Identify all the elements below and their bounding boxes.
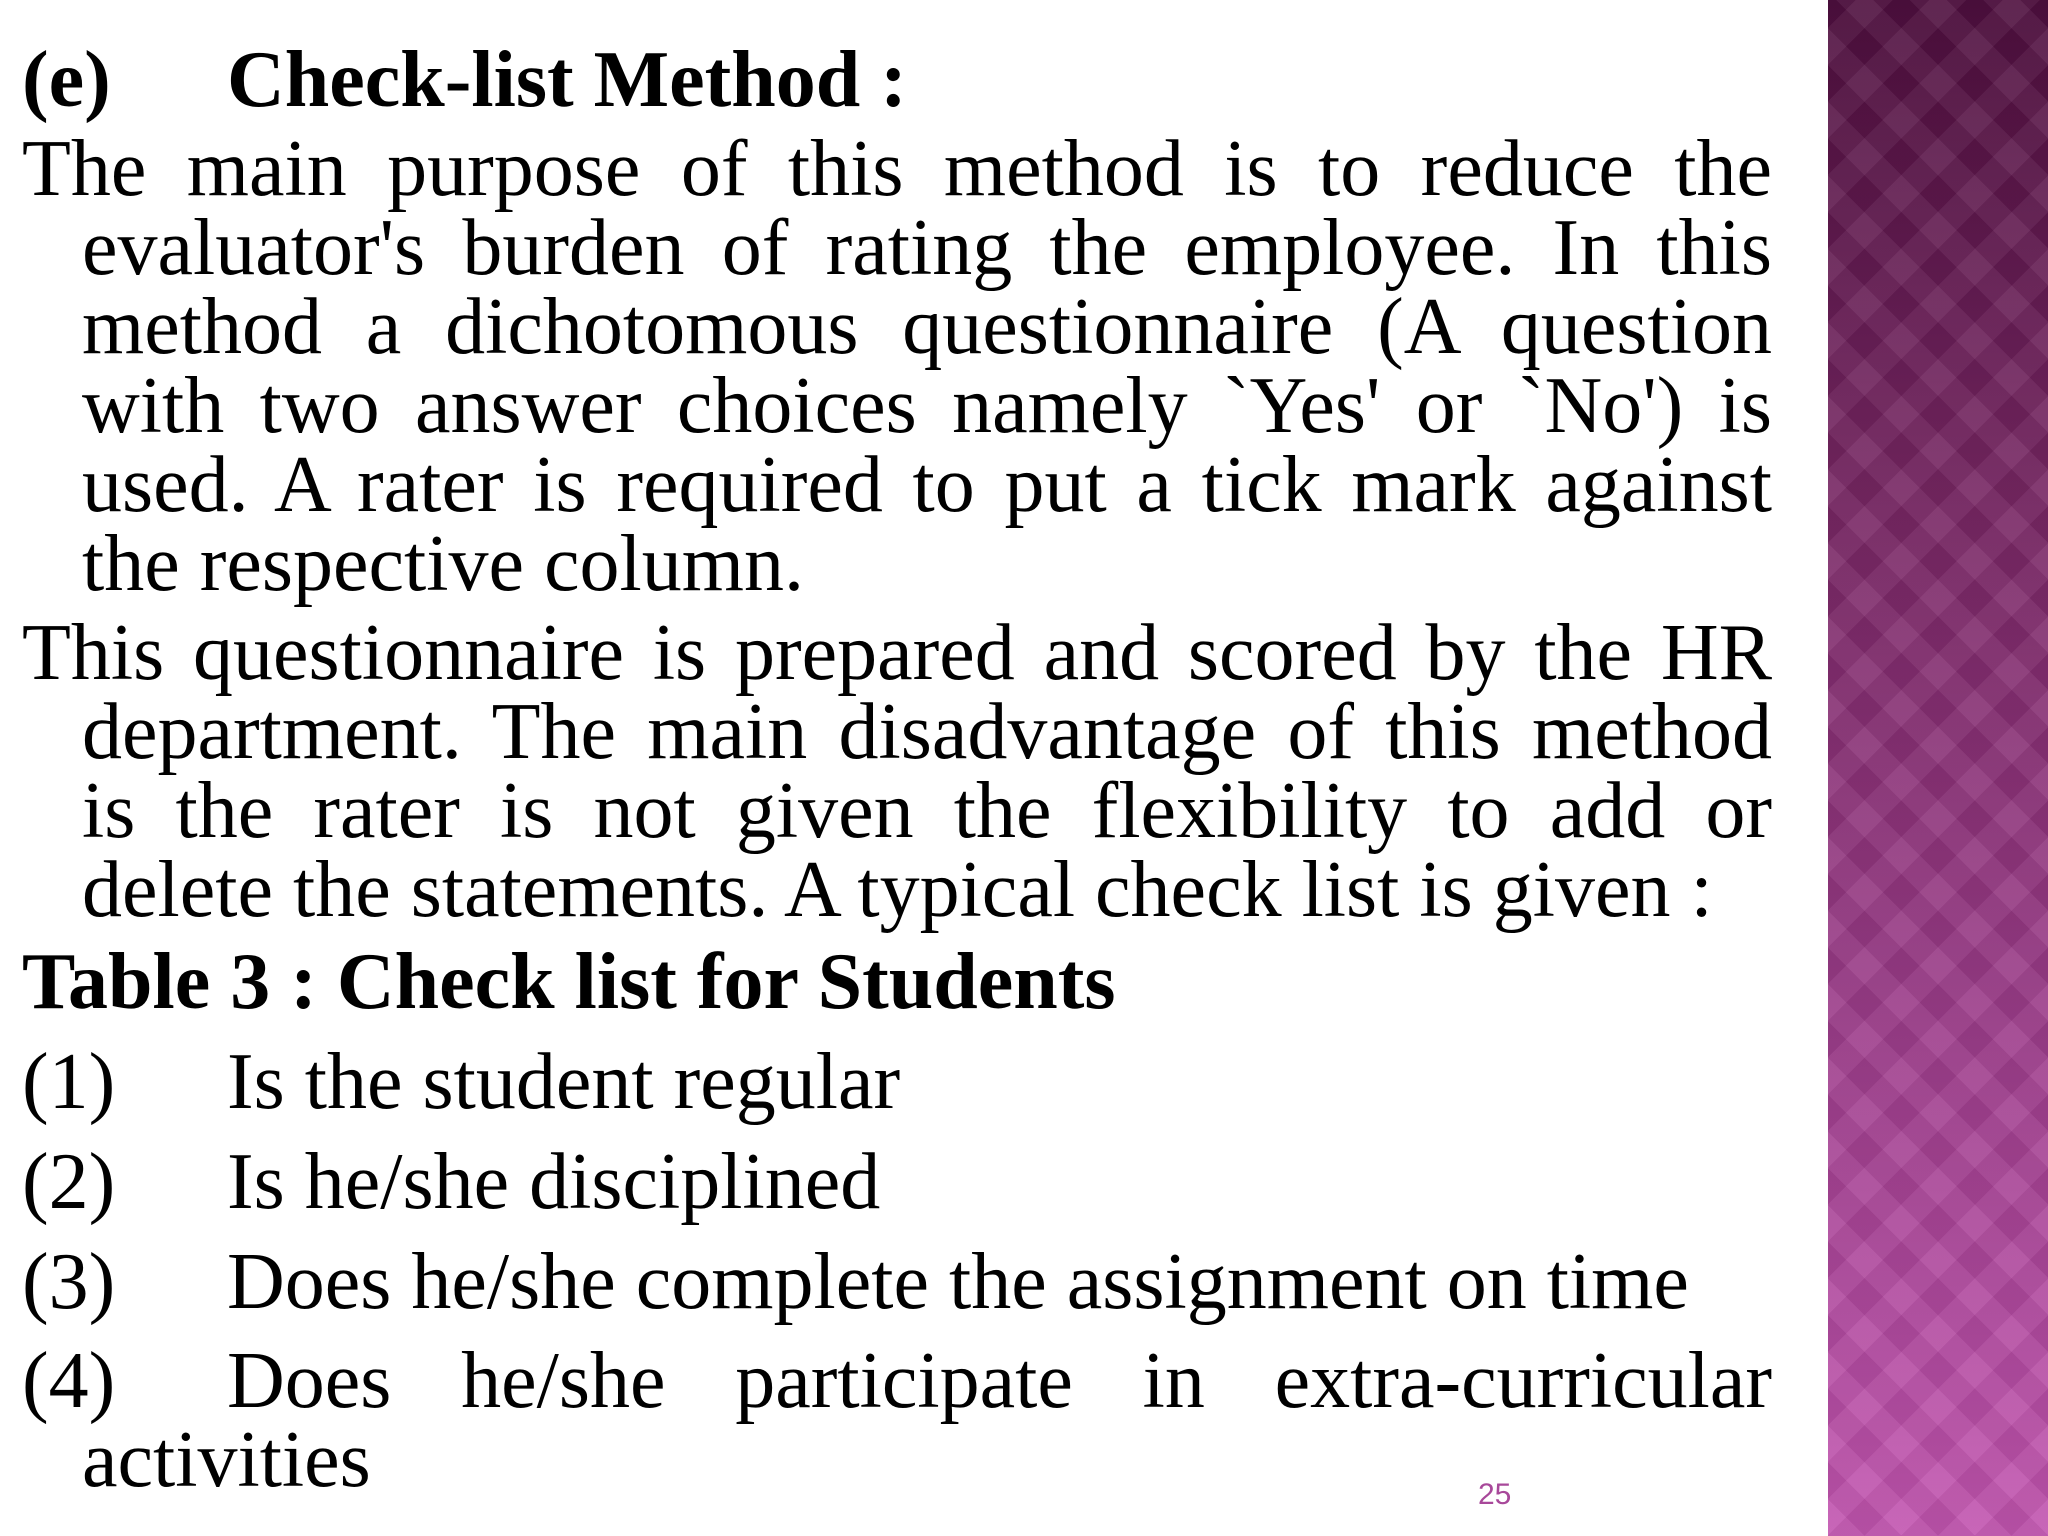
checklist-item-text: Is the student regular: [227, 1038, 901, 1126]
paragraph-disadvantage: This questionnaire is prepared and scored by the HR department. The main disadvantage of this method is the rater is not given the flexibility to add or delete the statements. A typical check list is given :: [22, 609, 1772, 934]
checklist-item: [22, 1132, 1772, 1232]
checklist-item: [22, 1232, 1772, 1332]
checklist-item-number: (4): [22, 1337, 116, 1425]
checklist-item: [22, 1337, 1772, 1504]
checklist-item-text: Is he/she disciplined: [227, 1138, 881, 1226]
checklist-item-text: Does he/she complete the assignment on time: [227, 1238, 1689, 1326]
checklist-item-number: (1): [22, 1038, 116, 1126]
page-number: 25: [1478, 1478, 1512, 1511]
checklist-item-number: (2): [22, 1138, 116, 1226]
section-heading: [22, 30, 1772, 130]
checklist-item: [22, 1032, 1772, 1132]
paragraph-purpose: The main purpose of this method is to reduce the evaluator's burden of rating the employee. In this method a dichotomous questionnaire (A question with two answer choices namely `Yes' or `No') is used. A rater is required to put a tick mark against the respective column.: [22, 125, 1772, 608]
table-title: Table 3 : Check list for Students: [22, 938, 1116, 1026]
checklist-item-text: Does he/she participate in extra-curricular activities: [82, 1337, 1772, 1504]
checklist-item-number: (3): [22, 1238, 116, 1326]
slide-content: [22, 30, 1772, 1504]
section-number: (e): [22, 36, 111, 124]
section-title: Check-list Method :: [227, 36, 907, 124]
decorative-side-band: [1828, 0, 2048, 1536]
